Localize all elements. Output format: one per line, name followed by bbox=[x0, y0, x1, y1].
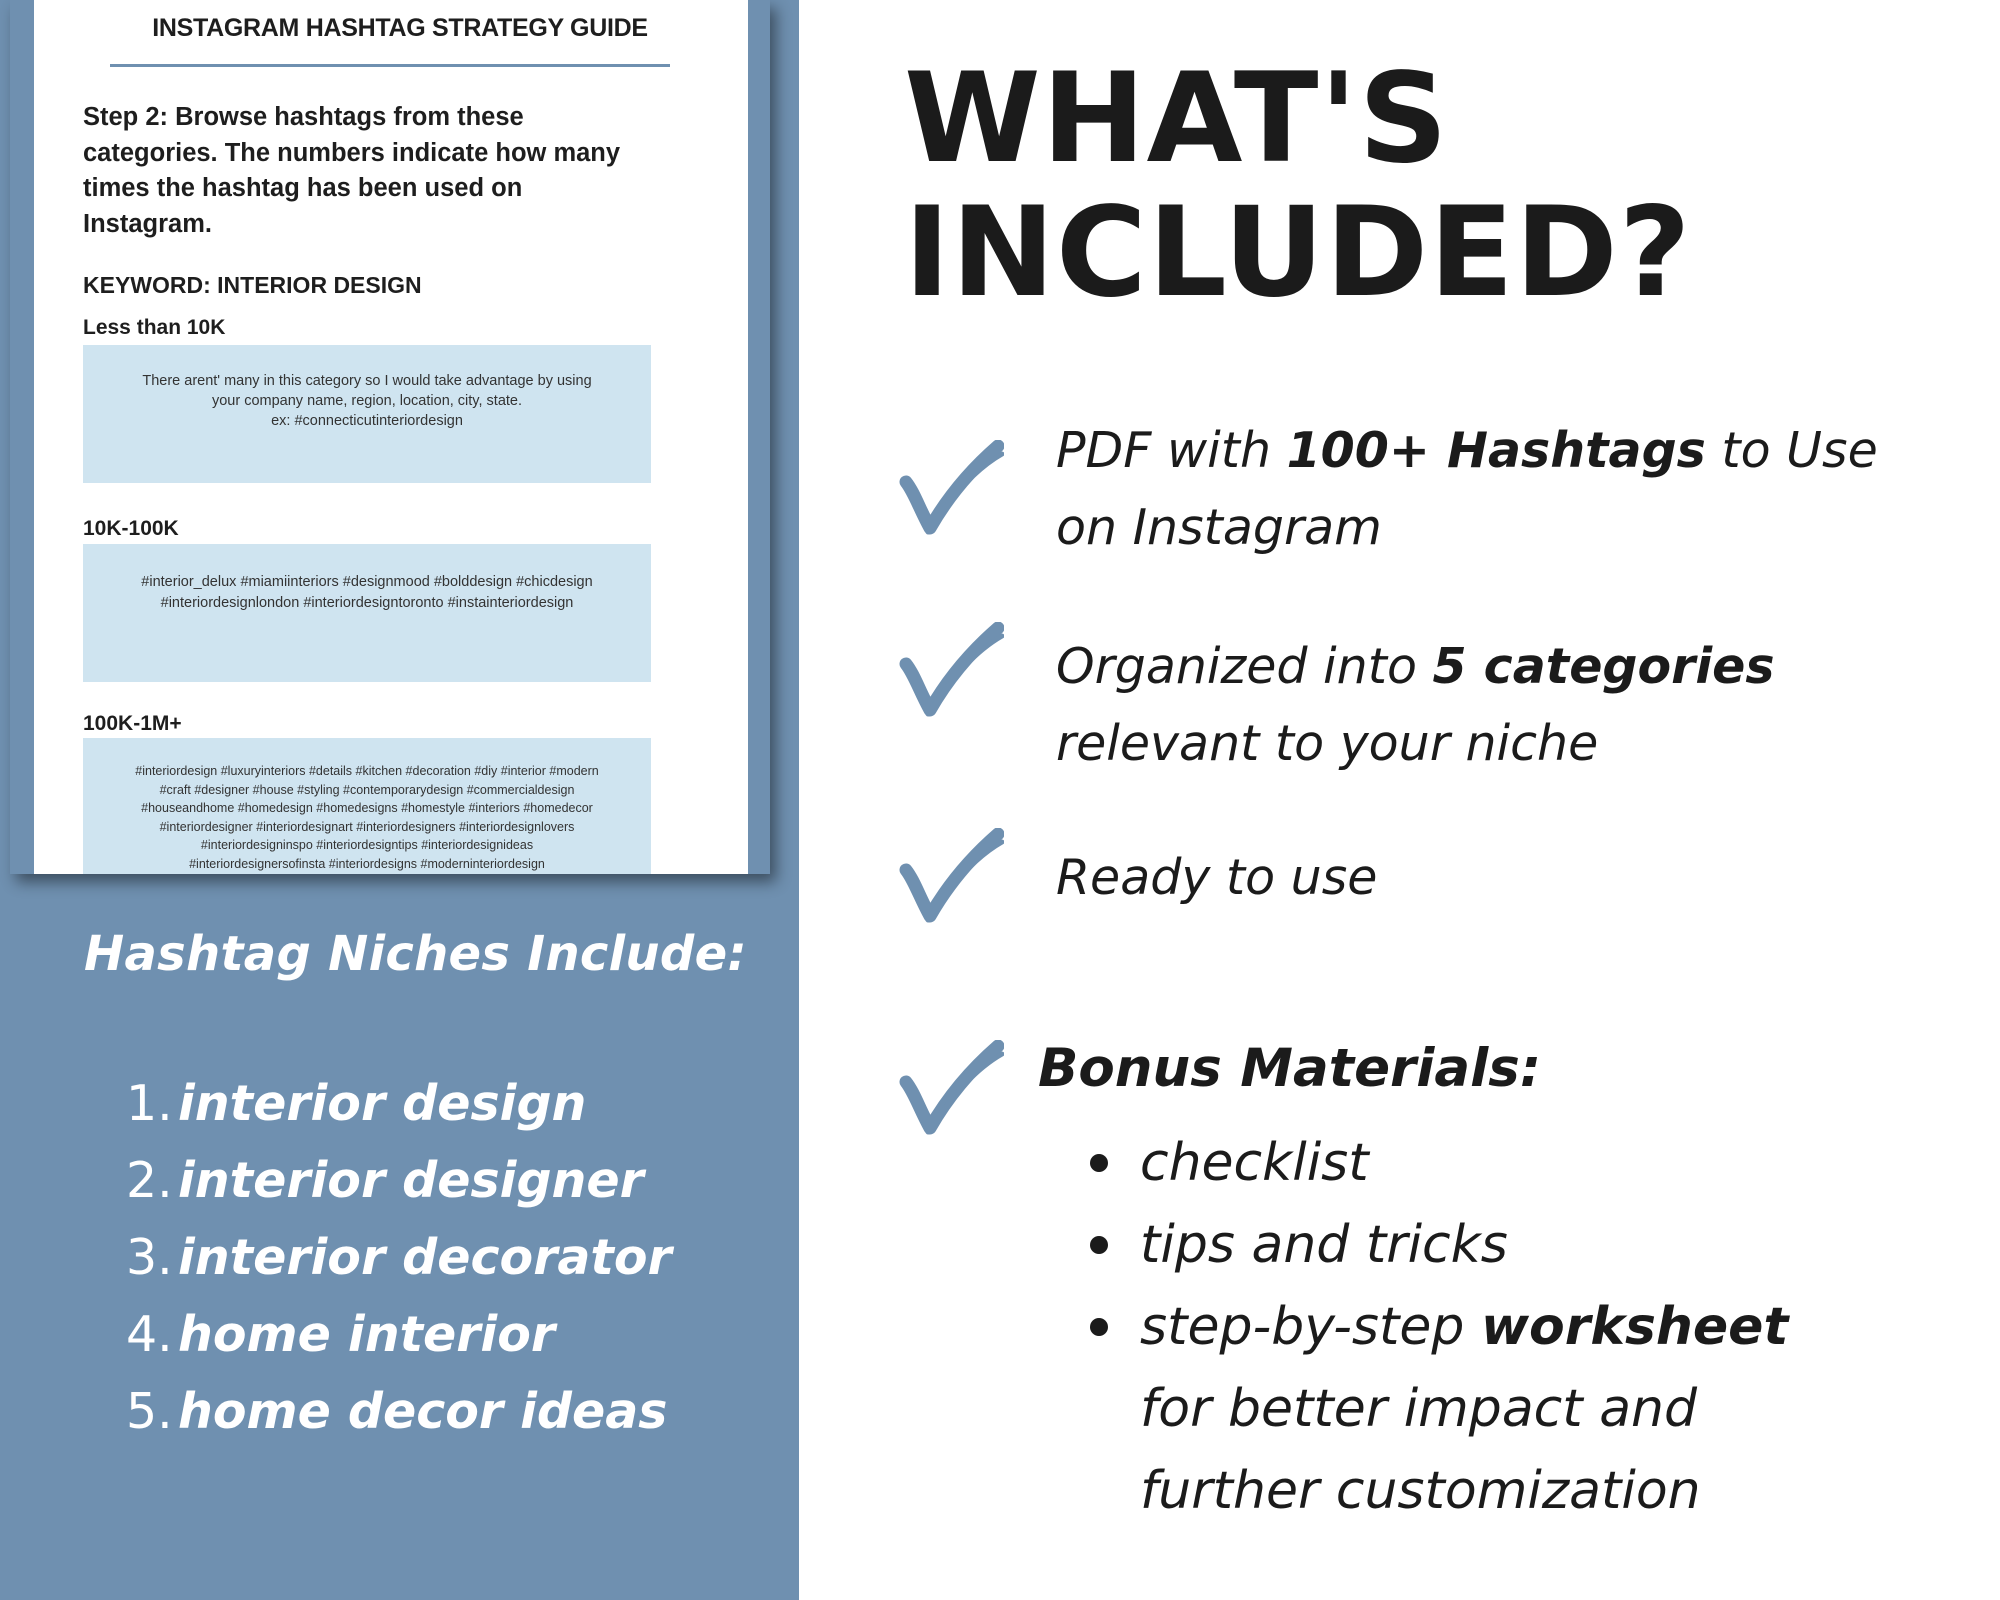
bullet-icon bbox=[1090, 1318, 1108, 1336]
bonus-line: for better impact and bbox=[1140, 1379, 1698, 1439]
tier-box bbox=[83, 544, 651, 682]
tier-box bbox=[83, 345, 651, 483]
feature-line: on Instagram bbox=[1056, 499, 1382, 556]
document-right-edge bbox=[748, 0, 770, 874]
tier-text-line: #interior_delux #miamiinteriors #designmood #bolddesign #chicdesign bbox=[141, 574, 593, 590]
bonus-item bbox=[1090, 1204, 1788, 1286]
niche-label: interior designer bbox=[178, 1152, 644, 1209]
feature-text: Ready to use bbox=[1056, 849, 1378, 906]
niche-number: 5. bbox=[126, 1383, 173, 1440]
niche-number: 4. bbox=[126, 1306, 173, 1363]
niche-item bbox=[126, 1383, 672, 1460]
niche-list bbox=[126, 1075, 672, 1460]
tier-text-line: your company name, region, location, city, state. bbox=[211, 393, 523, 409]
checkmark-icon bbox=[898, 440, 1004, 540]
step-line: Step 2: Browse hashtags from these bbox=[83, 103, 524, 131]
tier-text-line: #craft #designer #house #styling #contemporarydesign #commercialdesign bbox=[159, 782, 575, 797]
tier-text-line: #interiordesign #luxuryinteriors #details #kitchen #decoration #diy #interior #modern bbox=[135, 764, 599, 778]
tier-label: Less than 10K bbox=[83, 316, 226, 339]
tier-text-line: #interiordesigninspo #interiordesigntips #interiordesignideas bbox=[200, 838, 534, 852]
feature-emphasis: 5 categories bbox=[1432, 638, 1775, 695]
bonus-line: further customization bbox=[1140, 1461, 1701, 1521]
tier-box bbox=[83, 738, 651, 874]
document-preview bbox=[10, 0, 770, 874]
title-divider bbox=[110, 64, 670, 67]
bonus-text: tips and tricks bbox=[1140, 1215, 1508, 1275]
bullet-icon bbox=[1090, 1154, 1108, 1172]
checkmark-icon bbox=[898, 622, 1004, 722]
tier-text-line: #interiordesigner #interiordesignart #interiordesigners #interiordesignlovers bbox=[159, 819, 575, 834]
niche-item bbox=[126, 1229, 672, 1306]
heading-line: WHAT'S bbox=[904, 47, 1449, 191]
step-line: Instagram. bbox=[83, 209, 212, 238]
tier-text-line: There arent' many in this category so I would take advantage by using bbox=[142, 373, 592, 389]
bonus-item bbox=[1090, 1122, 1788, 1204]
bonus-title: Bonus Materials: bbox=[1038, 1038, 1542, 1099]
feature-line bbox=[1056, 412, 1956, 489]
tier-label: 10K-100K bbox=[83, 517, 179, 540]
heading-line: INCLUDED? bbox=[904, 181, 1692, 325]
feature-item bbox=[1056, 628, 1956, 782]
feature-line: relevant to your niche bbox=[1056, 715, 1599, 772]
feature-item bbox=[1056, 412, 1956, 566]
keyword-label: KEYWORD: INTERIOR DESIGN bbox=[83, 272, 422, 298]
tier-text-line: #interiordesignlondon #interiordesigntoronto #instainteriordesign bbox=[160, 595, 574, 611]
niche-number: 2. bbox=[126, 1152, 173, 1209]
bonus-item bbox=[1090, 1286, 1788, 1532]
bullet-icon bbox=[1090, 1236, 1108, 1254]
tier-box-text bbox=[91, 371, 643, 431]
bonus-text: checklist bbox=[1140, 1133, 1369, 1193]
tier-box-text bbox=[91, 572, 643, 614]
step-line: times the hashtag has been used on bbox=[83, 174, 523, 202]
niche-item bbox=[126, 1152, 672, 1229]
bonus-line bbox=[1140, 1286, 1788, 1368]
bonus-list bbox=[1090, 1122, 1788, 1532]
tier-text-line: ex: #connecticutinteriordesign bbox=[271, 413, 463, 429]
step-line: categories. The numbers indicate how many bbox=[83, 138, 621, 167]
main-heading bbox=[904, 47, 1692, 325]
feature-text: Organized into bbox=[1056, 638, 1433, 695]
niche-label: interior design bbox=[178, 1075, 587, 1132]
feature-text: to Use bbox=[1705, 422, 1878, 479]
tier-text-line: #interiordesignersofinsta #interiordesigns #moderninteriordesign bbox=[189, 856, 545, 871]
feature-line bbox=[1056, 628, 1956, 705]
niche-label: home decor ideas bbox=[178, 1383, 668, 1440]
tier-box-text bbox=[83, 762, 651, 873]
niche-item bbox=[126, 1306, 672, 1383]
feature-emphasis: 100+ Hashtags bbox=[1286, 422, 1706, 479]
tier-text-line: #houseandhome #homedesign #homedesigns #homestyle #interiors #homedecor bbox=[141, 801, 593, 815]
bonus-emphasis: worksheet bbox=[1480, 1297, 1789, 1357]
niche-label: interior decorator bbox=[178, 1229, 672, 1286]
niche-number: 3. bbox=[126, 1229, 173, 1286]
feature-item bbox=[1056, 839, 1956, 916]
document-title: INSTAGRAM HASHTAG STRATEGY GUIDE bbox=[152, 14, 648, 42]
niches-heading: Hashtag Niches Include: bbox=[84, 926, 747, 982]
step-instructions bbox=[83, 100, 703, 242]
niche-number: 1. bbox=[126, 1075, 173, 1132]
tier-label: 100K-1M+ bbox=[83, 712, 182, 735]
niche-item bbox=[126, 1075, 672, 1152]
feature-line bbox=[1056, 839, 1956, 916]
checkmark-icon bbox=[898, 1040, 1004, 1140]
document-left-edge bbox=[10, 0, 34, 874]
niche-label: home interior bbox=[178, 1306, 556, 1363]
feature-text: PDF with bbox=[1056, 422, 1287, 479]
bonus-text: step-by-step bbox=[1140, 1297, 1481, 1357]
checkmark-icon bbox=[898, 828, 1004, 928]
